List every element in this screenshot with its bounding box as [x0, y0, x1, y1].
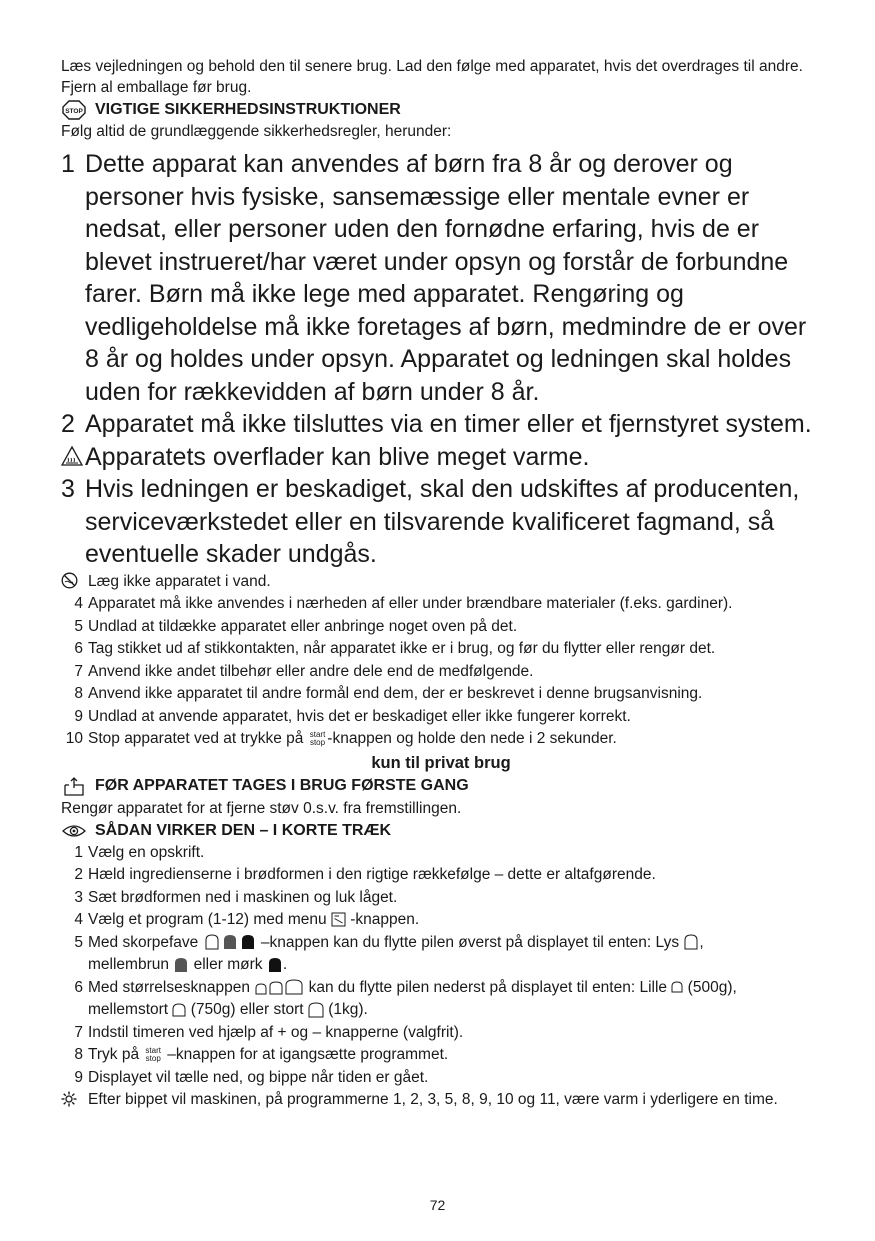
list-item: [61, 408, 821, 441]
item-text: Undlad at tildække apparatet eller anbringe noget oven på det.: [88, 617, 518, 635]
manual-page: [61, 56, 821, 1112]
warm-note: [61, 1089, 821, 1112]
list-item: 8 Tryk på start stop –knappen for at igangsætte programmet.: [61, 1044, 821, 1067]
private-use-note: kun til privat brug: [371, 753, 511, 772]
item-text: Dette apparat kan anvendes af børn fra 8 år og derover og personer hvis fysiske, sansemæssige eller mentale evner er nedsat, eller personer uden den fornødne erfaring, hvis de er blevet instrueret/har været under opsyn og forstår de forbundne farer. Børn må ikke lege med apparatet. Rengøring og vedligeholdelse må ikke foretages af børn, medmindre de er over 8 år og holdes under opsyn. Apparatet og ledningen skal holdes uden for rækkevidden af børn under 8 år.: [85, 150, 807, 406]
item-text: Anvend ikke apparatet til andre formål end dem, der er beskrevet i denne brugsanvisning.: [88, 685, 703, 702]
hot-surface-text: Apparatets overflader kan blive meget varme.: [85, 442, 590, 471]
how-title: SÅDAN VIRKER DEN – I KORTE TRÆK: [95, 821, 392, 839]
medium-size-loaf-icon: [172, 1003, 186, 1017]
item10-post: -knappen og holde den nede i 2 sekunder.: [327, 730, 617, 747]
item-number: 6: [74, 640, 83, 657]
step-text: Med størrelsesknappen kan du flytte pilen nederst på displayet til enten: Lille (500g), mellemstort (750g) eller stort (1kg).: [88, 978, 737, 1018]
item-number: 5: [74, 617, 83, 635]
list-item: [61, 616, 821, 639]
intro-text: Læs vejledningen og behold den til senere brug. Lad den følge med apparatet, hvis det overdrages til andre. Fjern al emballage før brug.: [61, 58, 803, 96]
step-text: Hæld ingredienserne i brødformen i den rigtige rækkefølge – dette er altafgørende.: [88, 866, 656, 883]
start-stop-icon: start stop: [145, 1045, 161, 1063]
item-text: Hvis ledningen er beskadiget, skal den udskiftes af producenten, serviceværkstedet eller en tilsvarende kvalificeret fagmand, så eventuelle skader undgås.: [85, 475, 800, 568]
heat-icon: [61, 1089, 88, 1112]
first-use-text: Rengør apparatet for at fjerne støv 0.s.v. fra fremstillingen.: [61, 799, 462, 817]
first-use-title: FØR APPARATET TAGES I BRUG FØRSTE GANG: [95, 776, 469, 794]
step-text: Tryk på start stop –knappen for at igangsætte programmet.: [88, 1045, 449, 1063]
item-text: Anvend ikke andet tilbehør eller andre dele end de medfølgende.: [88, 662, 534, 680]
safety-subtitle: Følg altid de grundlæggende sikkerhedsregler, herunder:: [61, 123, 452, 140]
item-number: 8: [74, 685, 83, 702]
list-item: 3 Sæt brødformen ned i maskinen og luk låget.: [61, 887, 821, 910]
hot-surface-icon: [61, 441, 85, 474]
item10-pre: Stop apparatet ved at trykke på: [88, 730, 304, 747]
page-number: 72: [429, 1197, 446, 1213]
medium-loaf-icon: [173, 957, 189, 973]
list-item: 9 Displayet vil tælle ned, og bippe når tiden er gået.: [61, 1067, 821, 1090]
large-loaf-icon: [308, 1002, 324, 1018]
item-text: Undlad at anvende apparatet, hvis det er beskadiget eller ikke fungerer korrekt.: [88, 707, 631, 725]
item-number: 7: [74, 662, 83, 680]
item-number: 4: [74, 595, 83, 612]
list-item: 2 Hæld ingredienserne i brødformen i den rigtige rækkefølge – dette er altafgørende.: [61, 864, 821, 887]
list-item: 5 Med skorpefave –knappen kan du flytte pilen øverst på displayet til enten: Lys , mellembrun eller mørk .: [61, 932, 821, 977]
step-text: Med skorpefave –knappen kan du flytte pilen øverst på displayet til enten: Lys , mellembrun eller mørk .: [88, 933, 704, 973]
safety-heading: [61, 99, 821, 121]
menu-icon: [331, 912, 346, 927]
crust-color-icon: [203, 934, 257, 950]
item-text: Apparatet må ikke anvendes i nærheden af eller under brændbare materialer (f.eks. gardiner).: [88, 595, 733, 612]
water-warning: [61, 571, 821, 594]
step-text: Vælg et program (1-12) med menu -knappen.: [88, 911, 420, 928]
list-item: [61, 706, 821, 729]
warm-note-text: Efter bippet vil maskinen, på programmerne 1, 2, 3, 5, 8, 9, 10 og 11, være varm i yderligere en time.: [88, 1091, 778, 1108]
list-item: 7 Indstil timeren ved hjælp af + og – knapperne (valgfrit).: [61, 1022, 821, 1045]
item-text: Tag stikket ud af stikkontakten, når apparatet ikke er i brug, og før du flytter eller rengør det.: [88, 640, 716, 657]
list-item: [61, 593, 821, 616]
stop-icon: [61, 100, 87, 120]
list-item: [61, 683, 821, 706]
no-water-icon: [61, 571, 88, 594]
list-item: [61, 728, 821, 751]
item-number: 10: [65, 730, 83, 747]
how-heading: [61, 820, 821, 842]
item-number: 2: [61, 410, 75, 438]
list-item: [61, 473, 821, 571]
eye-icon: [61, 821, 87, 841]
big-safety-list: [61, 148, 821, 571]
item-number: 1: [61, 150, 75, 178]
step-text: Indstil timeren ved hjælp af + og – knapperne (valgfrit).: [88, 1023, 464, 1041]
item-text: [88, 728, 821, 751]
list-item: 6 Med størrelsesknappen kan du flytte pilen nederst på displayet til enten: Lille (500g), mellemstort (750g) eller stort (1kg).: [61, 977, 821, 1022]
unbox-icon: [61, 776, 87, 796]
item-number: 3: [61, 475, 75, 503]
how-steps: [61, 842, 821, 1112]
small-loaf-icon: [671, 981, 683, 993]
list-item: [61, 148, 821, 408]
small-safety-list: [61, 571, 821, 751]
item-text: Apparatet må ikke tilsluttes via en timer eller et fjernstyret system.: [85, 410, 812, 438]
light-loaf-icon: [683, 934, 699, 950]
item-number: 9: [74, 707, 83, 725]
first-use-heading: [61, 775, 821, 797]
list-item: 4 Vælg et program (1-12) med menu -knappen.: [61, 909, 821, 932]
step-text: Vælg en opskrift.: [88, 843, 205, 861]
list-item: [61, 661, 821, 684]
stop-icon-label: STOP: [65, 108, 83, 115]
dark-loaf-icon: [267, 957, 283, 973]
safety-title: VIGTIGE SIKKERHEDSINSTRUKTIONER: [95, 101, 401, 118]
size-icon: [254, 979, 304, 995]
water-warning-text: Læg ikke apparatet i vand.: [88, 572, 271, 590]
list-item: 1 Vælg en opskrift.: [61, 842, 821, 865]
step-text: Sæt brødformen ned i maskinen og luk låget.: [88, 888, 398, 906]
list-item: [61, 638, 821, 661]
hot-surface-warning: [61, 441, 821, 474]
step-text: Displayet vil tælle ned, og bippe når tiden er gået.: [88, 1068, 429, 1086]
start-stop-icon: start stop: [309, 729, 326, 747]
